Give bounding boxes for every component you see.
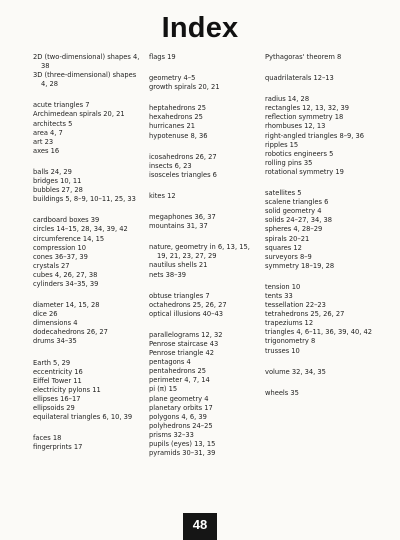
index-entry: trapeziums 12 (265, 319, 314, 328)
index-entry: balls 24, 29 (33, 167, 72, 176)
index-entry: dice 26 (33, 310, 58, 319)
index-entry: cardboard boxes 39 (33, 216, 100, 225)
index-entry: heptahedrons 25 (149, 104, 206, 113)
index-entry: perimeter 4, 7, 14 (149, 376, 210, 385)
index-entry: dodecahedrons 26, 27 (33, 328, 108, 337)
index-entry: architects 5 (33, 119, 73, 128)
index-entry: compression 10 (33, 243, 87, 252)
group-gap (265, 83, 395, 95)
group-gap (149, 62, 257, 74)
group-gap (33, 204, 143, 216)
index-entry: flags 19 (149, 53, 176, 61)
index-entry: Archimedean spirals 20, 21 (33, 110, 125, 119)
index-entry: axes 16 (33, 146, 60, 155)
index-entry: trusses 10 (265, 346, 300, 355)
group-gap (149, 141, 257, 153)
index-entry: eccentricity 16 (33, 367, 83, 376)
index-entry: diameter 14, 15, 28 (33, 301, 100, 310)
index-entry: hexahedrons 25 (149, 113, 203, 122)
index-entry: rectangles 12, 13, 32, 39 (265, 104, 349, 113)
index-entry: circles 14–15, 28, 34, 39, 42 (33, 225, 128, 234)
index-entry: bubbles 27, 28 (33, 186, 83, 195)
index-entry: cylinders 34–35, 39 (33, 279, 99, 288)
index-entry: scalene triangles 6 (265, 198, 329, 207)
index-entry: equilateral triangles 6, 10, 39 (33, 413, 133, 422)
index-entry: Penrose triangle 42 (149, 349, 214, 358)
index-entry: ellipsoids 29 (33, 404, 75, 412)
index-entry: 2D (two-dimensional) shapes 4, 38 (33, 53, 140, 71)
index-entry: planetary orbits 17 (149, 403, 213, 412)
group-gap (265, 356, 395, 368)
index-entry: rhombuses 12, 13 (265, 122, 326, 131)
index-entry: Pythagoras' theorem 8 (265, 53, 342, 61)
index-entry: nets 38–39 (149, 270, 186, 279)
index-entry: squares 12 (265, 243, 302, 252)
page-number: 48 (183, 513, 217, 540)
index-entry: cubes 4, 26, 27, 38 (33, 270, 98, 279)
index-entry: hurricanes 21 (149, 122, 195, 131)
index-entry: plane geometry 4 (149, 394, 209, 403)
index-entry: tessellation 22–23 (265, 301, 326, 310)
index-entry: mountains 31, 37 (149, 222, 208, 231)
index-entry: Penrose staircase 43 (149, 339, 219, 348)
index-entry: Earth 5, 29 (33, 358, 71, 367)
index-entry: reflection symmetry 18 (265, 113, 344, 122)
index-entry: dimensions 4 (33, 319, 78, 328)
group-gap (265, 377, 395, 389)
index-entry: crystals 27 (33, 261, 70, 270)
index-entry: optical illusions 40–43 (149, 309, 224, 318)
index-entry: faces 18 (33, 434, 62, 443)
index-entry: pi (π) 15 (149, 385, 178, 394)
index-entry: cones 36–37, 39 (33, 252, 88, 261)
index-entry: acute triangles 7 (33, 101, 90, 110)
index-entry: volume 32, 34, 35 (265, 367, 326, 376)
index-entry: radius 14, 28 (265, 95, 310, 104)
index-entry: tetrahedrons 25, 26, 27 (265, 310, 345, 319)
group-gap (33, 347, 143, 359)
group-gap (33, 156, 143, 168)
index-entry: rolling pins 35 (265, 158, 313, 167)
index-entry: spirals 20–21 (265, 234, 310, 243)
index-entry: geometry 4–5 (149, 74, 196, 83)
index-entry: art 23 (33, 137, 54, 146)
index-entry: rotational symmetry 19 (265, 167, 344, 176)
group-gap (149, 92, 257, 104)
index-entry: ripples 15 (265, 140, 299, 149)
index-column-1 (33, 53, 143, 452)
index-entry: insects 6, 23 (149, 161, 192, 170)
index-entry: kites 12 (149, 191, 176, 200)
index-entry: 3D (three-dimensional) shapes 4, 28 (33, 71, 137, 89)
index-entry: spheres 4, 28–29 (265, 225, 323, 234)
index-entry: drums 34–35 (33, 337, 77, 346)
index-entry: circumference 14, 15 (33, 234, 105, 243)
index-entry: ellipses 16–17 (33, 394, 81, 403)
group-gap (33, 289, 143, 301)
index-entry: fingerprints 17 (33, 443, 83, 452)
index-entry: pentagons 4 (149, 358, 191, 367)
index-entry: triangles 4, 6–11, 36, 39, 40, 42 (265, 328, 373, 337)
index-column-2 (149, 53, 257, 458)
group-gap (265, 177, 395, 189)
index-entry: prisms 32–33 (149, 430, 194, 439)
index-column-3 (265, 53, 395, 398)
index-entry: pyramids 30–31, 39 (149, 449, 216, 458)
index-entry: solids 24–27, 34, 38 (265, 216, 333, 225)
index-entry: surveyors 8–9 (265, 252, 312, 261)
index-entry: solid geometry 4 (265, 207, 322, 216)
group-gap (33, 422, 143, 434)
index-entry: bridges 10, 11 (33, 177, 82, 186)
index-entry: icosahedrons 26, 27 (149, 152, 217, 161)
index-entry: wheels 35 (265, 388, 299, 397)
index-entry: obtuse triangles 7 (149, 291, 210, 300)
index-entry: tension 10 (265, 282, 301, 291)
index-entry: electricity pylons 11 (33, 385, 101, 394)
group-gap (33, 89, 143, 101)
index-entry: octahedrons 25, 26, 27 (149, 300, 227, 309)
group-gap (149, 201, 257, 213)
index-entry: satellites 5 (265, 189, 302, 198)
index-entry: growth spirals 20, 21 (149, 83, 220, 92)
index-entry: polygons 4, 6, 39 (149, 412, 207, 421)
index-entry: parallelograms 12, 32 (149, 330, 223, 339)
index-entry: isosceles triangles 6 (149, 170, 217, 179)
index-entry: quadrilaterals 12–13 (265, 74, 334, 83)
index-entry: pentahedrons 25 (149, 367, 206, 376)
index-entry: Eiffel Tower 11 (33, 376, 82, 385)
index-entry: nautilus shells 21 (149, 261, 208, 270)
index-entry: polyhedrons 24–25 (149, 421, 213, 430)
index-entry: right-angled triangles 8–9, 36 (265, 131, 365, 140)
index-entry: symmetry 18–19, 28 (265, 261, 335, 270)
index-entry: pupils (eyes) 13, 15 (149, 440, 216, 448)
index-entry: tents 33 (265, 291, 293, 300)
index-entry: area 4, 7 (33, 128, 63, 137)
group-gap (149, 319, 257, 331)
group-gap (149, 180, 257, 192)
index-entry: trigonometry 8 (265, 337, 316, 346)
index-entry: hypotenuse 8, 36 (149, 131, 208, 140)
index-entry: megaphones 36, 37 (149, 213, 216, 222)
index-entry: buildings 5, 8–9, 10–11, 25, 33 (33, 195, 136, 204)
group-gap (265, 271, 395, 283)
page-title: Index (161, 12, 239, 44)
group-gap (149, 280, 257, 292)
group-gap (265, 62, 395, 74)
group-gap (149, 231, 257, 243)
index-entry: robotics engineers 5 (265, 149, 334, 158)
index-entry: nature, geometry in 6, 13, 15, 19, 21, 23, 27, 29 (149, 243, 250, 261)
